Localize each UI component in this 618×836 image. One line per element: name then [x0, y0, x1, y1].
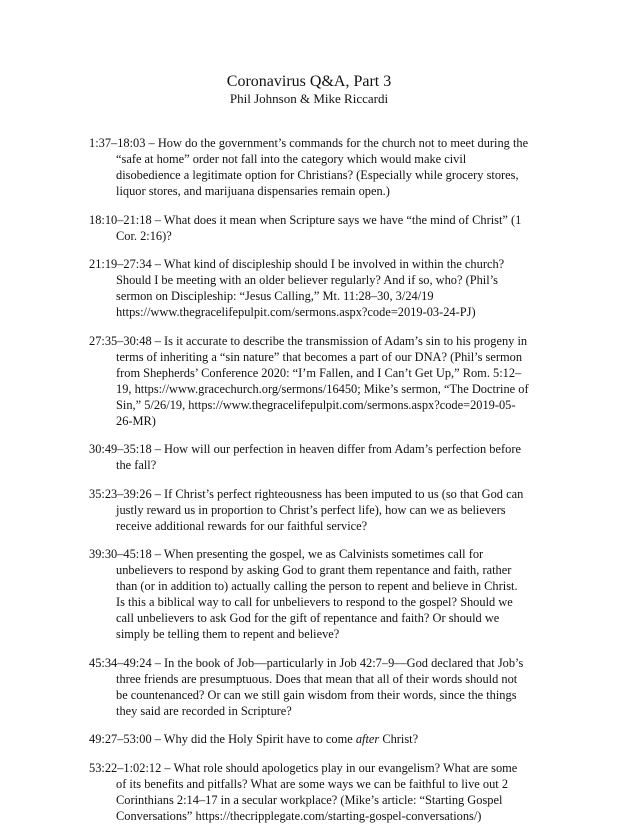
qa-item: 1:37–18:03 – How do the government’s commands for the church not to meet during the “safe at home” order not fall into the category which would make civil disobedience a legitimate option for Christians? (Especially while grocery stores, liquor stores, and marijuana dispensaries remain open.): [89, 136, 529, 198]
qa-item-emphasis: after: [355, 732, 380, 746]
qa-item: 27:35–30:48 – Is it accurate to describe the transmission of Adam’s sin to his progeny in terms of inheriting a “sin nature” that becomes a part of our DNA? (Phil’s sermon from Shepherds’ Conference 2020: “I’m Fallen, and I Can’t Get Up,” Rom. 5:12–19, https://www.gracechurch.org/sermons/16450; Mike’s sermon, “The Doctrine of Sin,” 5/26/19, https://www.thegracelifepulpit.com/sermons.aspx?code=2019-05-26-MR): [89, 333, 529, 428]
qa-item: 45:34–49:24 – In the book of Job—particularly in Job 42:7–9—God declared that Job’s three friends are presumptuous. Does that mean that all of their words should not be countenanced? Or can we still gain wisdom from their words, since the things they said are recorded in Scripture?: [89, 655, 524, 718]
qa-item-text: 49:27–53:00 – Why did the Holy Spirit have to come: [89, 732, 356, 746]
qa-item: [89, 731, 529, 747]
qa-item: 35:23–39:26 – If Christ’s perfect righteousness has been imputed to us (so that God can justly reward us in proportion to Christ’s perfect life), how can we as believers receive additional rewards for our faithful service?: [89, 486, 524, 533]
qa-item: 18:10–21:18 – What does it mean when Scripture says we have “the mind of Christ” (1 Cor. 2:16)?: [89, 212, 522, 243]
qa-item: 21:19–27:34 – What kind of discipleship should I be involved in within the church? Should I be meeting with an older believer regularly? And if so, who? (Phil’s sermon on Discipleship: “Jesus Calling,” Mt. 11:28–30, 3/24/19 https://www.thegracelifepulpit.com/sermons.aspx?code=2019-03-24-PJ): [89, 257, 505, 319]
qa-item: 53:22–1:02:12 – What role should apologetics play in our evangelism? What are some of its benefits and pitfalls? What are some ways we can be faithful to live out 2 Corinthians 2:14–17 in a secular workplace? (Mike’s article: “Starting Gospel Conversations” https://thecripplegate.com/starting-gospel-conversations/): [89, 760, 518, 823]
qa-item-text: Christ?: [379, 732, 419, 746]
qa-list: [89, 135, 529, 836]
document-title: Coronavirus Q&A, Part 3: [226, 73, 392, 90]
qa-item: 39:30–45:18 – When presenting the gospel, we as Calvinists sometimes call for unbelievers to respond by asking God to grant them repentance and faith, rather than (or in addition to) actually calling the person to repent and believe in Christ. Is this a biblical way to call for unbelievers to respond to the gospel? Should we call unbelievers to ask God for the gift of repentance and faith? Or should we simply be telling them to repent and believe?: [89, 547, 518, 641]
document-authors: Phil Johnson & Mike Riccardi: [229, 91, 389, 106]
qa-item: 30:49–35:18 – How will our perfection in heaven differ from Adam’s perfection before the fall?: [89, 442, 521, 472]
